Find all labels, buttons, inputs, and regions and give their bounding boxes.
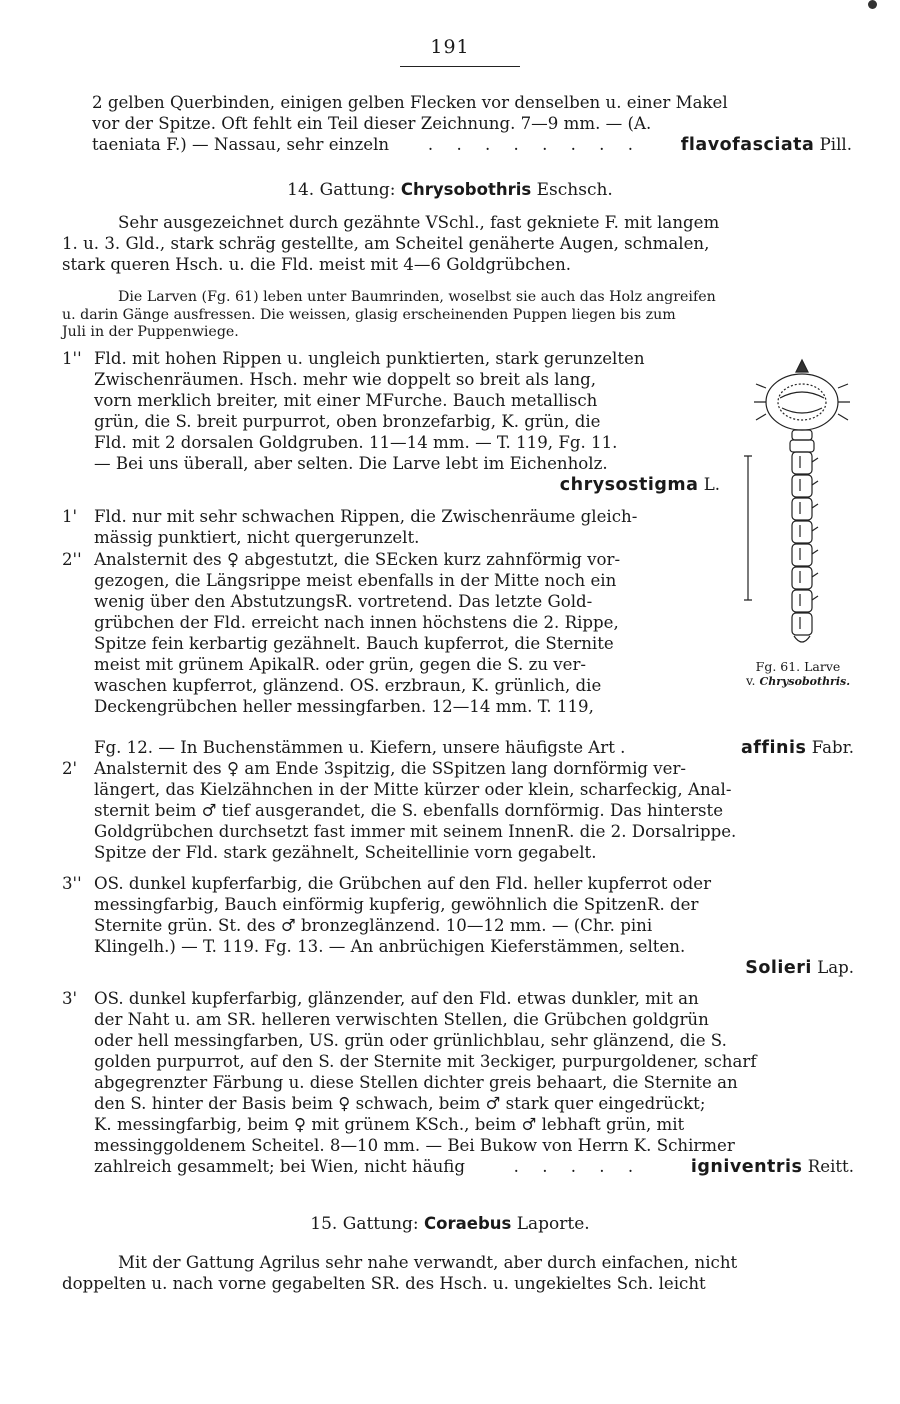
caption-taxon: Chrysobothris. (759, 675, 851, 688)
genus-heading (0, 1214, 900, 1234)
ink-speck (868, 0, 877, 9)
species-line (94, 1156, 854, 1178)
species-author: Lap. (817, 958, 854, 977)
dot-leader: . . . . . (513, 1157, 643, 1176)
text-line: K. messingfarbig, beim ♀ mit grünem KSch., beim ♂ lebhaft grün, mit (94, 1115, 685, 1134)
text-line: u. darin Gänge ausfressen. Die weissen, glasig erscheinenden Puppen liegen bis zum (62, 306, 676, 323)
couplet-number: 3' (62, 989, 78, 1008)
couplet-number: 2'' (62, 550, 82, 569)
species-name: igniventris (690, 1157, 803, 1177)
text-line: zahlreich gesammelt; bei Wien, nicht häufig (94, 1157, 465, 1176)
genus-author: Laporte. (516, 1214, 590, 1234)
text-line: den S. hinter der Basis beim ♀ schwach, beim ♂ stark quer eingedrückt; (94, 1094, 706, 1113)
genus-prefix: 15. Gattung: (310, 1214, 419, 1234)
text-line: Goldgrübchen durchsetzt fast immer mit seinem InnenR. die 2. Dorsalrippe. (94, 822, 737, 841)
caption-line: Fg. 61. Larve (755, 659, 841, 674)
key-couplet-2a (62, 549, 720, 717)
text-line: wenig über den AbstutzungsR. vortretend. Das letzte Gold- (94, 592, 593, 611)
text-line: meist mit grünem ApikalR. oder grün, gegen die S. zu ver- (94, 655, 587, 674)
text-line: Fld. mit 2 dorsalen Goldgruben. 11—14 mm. — T. 119, Fg. 11. (94, 433, 618, 452)
genus-description (62, 1252, 854, 1294)
species-author: Reitt. (807, 1157, 854, 1176)
species-line (94, 957, 854, 979)
species-name: Solieri (745, 958, 812, 978)
text-line: golden purpurrot, auf den S. der Sternite mit 3eckiger, purpurgoldener, scharf (94, 1052, 757, 1071)
text-line: Fg. 12. — In Buchenstämmen u. Kiefern, unsere häufigste Art . (94, 738, 626, 757)
text-line: OS. dunkel kupferfarbig, glänzender, auf den Fld. etwas dunkler, mit an (94, 989, 699, 1008)
text-line: Sehr ausgezeichnet durch gezähnte VSchl., fast gekniete F. mit langem (118, 213, 720, 232)
species-name: affinis (741, 738, 807, 758)
species-line (92, 134, 852, 156)
larva-figure (740, 352, 870, 692)
genus-description (62, 212, 852, 275)
genus-heading (0, 180, 900, 200)
page-number: 191 (430, 36, 470, 58)
text-line: 2 gelben Querbinden, einigen gelben Flecken vor denselben u. einer Makel (92, 93, 728, 112)
text-line: grübchen der Fld. erreicht nach innen höchstens die 2. Rippe, (94, 613, 619, 632)
species-author: L. (703, 475, 720, 494)
text-line: 1. u. 3. Gld., stark schräg gestellte, am Scheitel genäherte Augen, schmalen, (62, 234, 710, 253)
text-line: abgegrenzter Färbung u. diese Stellen dichter greis behaart, die Sternite an (94, 1073, 738, 1092)
figure-caption (728, 660, 868, 689)
larva-note (62, 289, 854, 342)
key-couplet-3b (62, 988, 854, 1178)
genus-name: Chrysobothris (400, 180, 532, 199)
text-line: vorn merklich breiter, mit einer MFurche. Bauch metallisch (94, 391, 598, 410)
text-line: längert, das Kielzähnchen in der Mitte kürzer oder klein, scharfeckig, Anal- (94, 780, 732, 799)
text-line: Zwischenräumen. Hsch. mehr wie doppelt so breit als lang, (94, 370, 597, 389)
text-line: mässig punktiert, nicht quergerunzelt. (94, 528, 420, 547)
caption-line (728, 674, 868, 689)
text-line: Sternite grün. St. des ♂ bronzeglänzend. 10—12 mm. — (Chr. pini (94, 916, 653, 935)
text-line: Fld. mit hohen Rippen u. ungleich punktierten, stark gerunzelten (94, 349, 645, 368)
text-line: OS. dunkel kupferfarbig, die Grübchen auf den Fld. heller kupferrot oder (94, 874, 712, 893)
text-line: waschen kupferrot, glänzend. OS. erzbraun, K. grünlich, die (94, 676, 602, 695)
key-couplet-1a (62, 348, 720, 496)
couplet-number: 3'' (62, 874, 82, 893)
species-line (94, 737, 854, 759)
key-couplet-3a (62, 873, 854, 979)
text-line: Juli in der Puppenwiege. (62, 324, 239, 340)
species-author: Fabr. (811, 738, 854, 757)
text-line: sternit beim ♂ tief ausgerandet, die S. ebenfalls dornförmig. Das hinterste (94, 801, 724, 820)
text-line: Deckengrübchen heller messingfarben. 12—14 mm. T. 119, (94, 697, 594, 716)
text-line: doppelten u. nach vorne gegabelten SR. des Hsch. u. ungekieltes Sch. leicht (62, 1274, 706, 1293)
text-line: stark queren Hsch. u. die Fld. meist mit 4—6 Goldgrübchen. (62, 255, 572, 274)
text-line: Klingelh.) — T. 119. Fg. 13. — An anbrüchigen Kieferstämmen, selten. (94, 937, 686, 956)
text-line: Mit der Gattung Agrilus sehr nahe verwandt, aber durch einfachen, nicht (118, 1253, 738, 1272)
couplet-number: 2' (62, 759, 78, 778)
text-line: oder hell messingfarben, US. grün oder grünlichblau, sehr glänzend, die S. (94, 1031, 727, 1050)
text-line: grün, die S. breit purpurrot, oben bronzefarbig, K. grün, die (94, 412, 601, 431)
text-line: vor der Spitze. Oft fehlt ein Teil dieser Zeichnung. 7—9 mm. — (A. (92, 114, 652, 133)
text-line: Analsternit des ♀ abgestutzt, die SEcken kurz zahnförmig vor- (94, 550, 621, 569)
genus-prefix: 14. Gattung: (287, 180, 396, 200)
text-line: der Naht u. am SR. helleren verwischten Stellen, die Grübchen goldgrün (94, 1010, 709, 1029)
text-line: Analsternit des ♀ am Ende 3spitzig, die SSpitzen lang dornförmig ver- (94, 759, 687, 778)
species-name: flavofasciata (680, 135, 815, 155)
text-line: Fld. nur mit sehr schwachen Rippen, die Zwischenräume gleich- (94, 507, 638, 526)
header-rule (400, 66, 520, 67)
text-line: Die Larven (Fg. 61) leben unter Baumrinden, woselbst sie auch das Holz angreifen (118, 289, 716, 305)
key-couplet-1b (62, 506, 720, 548)
key-couplet-2b (62, 758, 854, 863)
genus-name: Coraebus (424, 1214, 512, 1233)
text-line: messinggoldenem Scheitel. 8—10 mm. — Bei Bukow von Herrn K. Schirmer (94, 1136, 735, 1155)
text-line: Spitze fein kerbartig gezähnelt. Bauch kupferrot, die Sternite (94, 634, 614, 653)
dot-leader: . . . . . . . . (427, 135, 643, 154)
species-name: chrysostigma (559, 475, 699, 495)
larva-drawing (744, 360, 850, 642)
text-line: gezogen, die Längsrippe meist ebenfalls in der Mitte noch ein (94, 571, 617, 590)
species-line (94, 474, 720, 496)
text-line: messingfarbig, Bauch einförmig kupferig, gewöhnlich die SpitzenR. der (94, 895, 699, 914)
genus-author: Eschsch. (536, 180, 613, 200)
text-line: Spitze der Fld. stark gezähnelt, Scheitellinie vorn gegabelt. (94, 843, 597, 862)
caption-prefix: v. (745, 673, 756, 688)
species-author: Pill. (819, 135, 852, 154)
couplet-number: 1' (62, 507, 78, 526)
couplet-number: 1'' (62, 349, 82, 368)
text-line: taeniata F.) — Nassau, sehr einzeln (92, 135, 390, 154)
intro-paragraph (92, 92, 852, 156)
text-line: — Bei uns überall, aber selten. Die Larve lebt im Eichenholz. (94, 454, 608, 473)
